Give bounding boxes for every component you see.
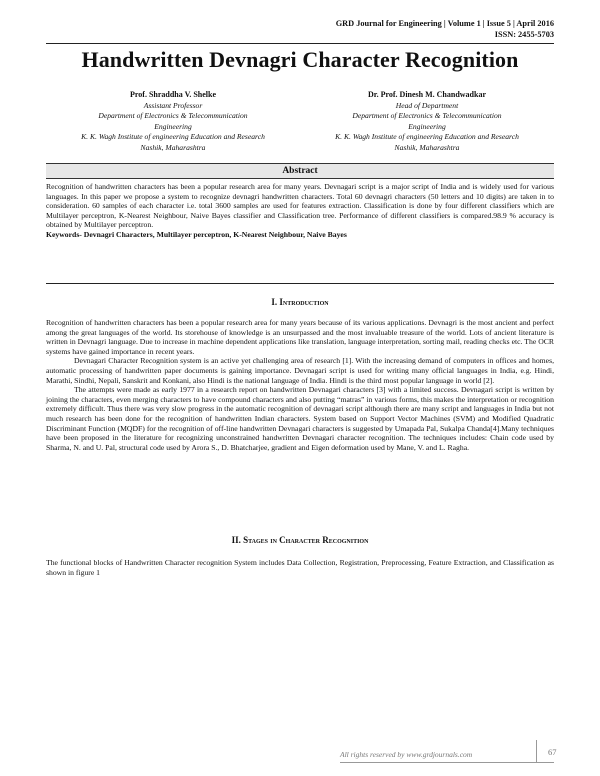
section-title: Introduction xyxy=(279,297,329,307)
journal-header xyxy=(336,18,554,40)
stages-body xyxy=(46,558,554,577)
section-number: II. xyxy=(231,535,241,545)
page-number: 67 xyxy=(548,747,557,757)
abstract-heading: Abstract xyxy=(282,166,318,176)
paragraph: Recognition of handwritten characters has been a popular research area for many years because of its various applications. Devnagri is the most ancient and perfect among the great languages of the world. Its storehouse of knowledge is an unsurpassed and the most invaluable treasure of the world. Lots of ancient literature is written in Devnagri language. Due to increase in machine dependent applications like translation, language interpretation, sorting mail, reading checks etc. The OCR systems have gained importance in recent years. xyxy=(46,318,554,356)
author-dept: Department of Electronics & Telecommunication xyxy=(98,111,248,120)
author-dept: Department of Electronics & Telecommunication xyxy=(352,111,502,120)
section-number: I. xyxy=(271,297,278,307)
header-rule xyxy=(46,43,554,44)
author-name: Prof. Shraddha V. Shelke xyxy=(129,90,217,99)
paper-title: Handwritten Devnagri Character Recognition xyxy=(81,47,519,72)
paragraph: Devnagari Character Recognition system is an active yet challenging area of research [1]. With the increasing demand of computers in offices and homes, automatic processing of handwritten paper documents is gaining importance. Devnagari script is used for writing many official languages in India, e.g. Hindi, Marathi, Sindhi, Nepali, Sanskrit and Konkani, also Hindi is the national language of India. Hindi is the third most popular language in world [2]. xyxy=(46,356,554,385)
journal-line: GRD Journal for Engineering | Volume 1 | Issue 5 | April 2016 xyxy=(335,19,554,28)
section-heading-stages xyxy=(0,535,600,545)
author-name: Dr. Prof. Dinesh M. Chandwadkar xyxy=(367,90,486,99)
author-city: Nashik, Maharashtra xyxy=(394,142,460,152)
author-position: Assistant Professor xyxy=(143,100,203,110)
section-title: Stages in Character Recognition xyxy=(243,535,369,545)
section-heading-introduction xyxy=(0,297,600,307)
page-number-divider xyxy=(536,740,537,762)
footer-rule xyxy=(340,762,554,763)
keywords: Keywords- Devnagri Characters, Multilayer perceptron, K-Nearest Neighbour, Naive Bayes xyxy=(46,229,347,239)
abstract-text: Recognition of handwritten characters has been a popular research area for many years. Devnagari script is a major script of India and is widely used for various languages. In this paper we propose a system to recognize devnagri handwritten characters. Total 60 devnagri characters (50 letters and 10 digits) are taken in to consideration. 60 samples of each character i.e. total 3600 samples are used for features extraction. Classification is done by four different classifiers which are Multilayer perceptron, K-Nearest Neighbour, Naive Bayes classifier and Classification tree. Performance of different classifiers is compared.98.9 % accuracy is obtained by Multilayer perceptron. xyxy=(46,182,554,230)
author-institute: K. K. Wagh Institute of engineering Education and Research xyxy=(335,132,519,141)
abstract-rule xyxy=(46,283,554,284)
introduction-body xyxy=(46,318,554,452)
abstract-heading-bar xyxy=(46,163,554,179)
author-position: Head of Department xyxy=(395,100,459,110)
paragraph: The attempts were made as early 1977 in a research report on handwritten Devnagari characters [3] with a limited success. Devnagari script is written by joining the characters, even merging characters to have compound characters and also putting “matras” in various forms, this makes the interpretation or recognition extremely difficult. Thus there was very slow progress in the automatic recognition of devnagari script although there are many script and languages in India but not much research has been done for the recognition of handwritten Indian characters. System based on Support Vector Machines (SVM) and Modified Quadratic Discriminant Function (MQDF) for the recognition of off-line handwritten Devnagari characters is suggested by Umapada Pal, Sukalpa Chanda[4].Many techniques have been proposed in the literature for recognizing unconstrained handwritten Devnagari character recognition. The techniques includes: Chain code used by Sharma, N. and U. Pal, structural code used by Arora S., D. Bhatcharjee, gradient and Eigen deformation used by Mane, V. and L. Ragha. xyxy=(46,385,554,452)
abstract-body xyxy=(46,182,554,240)
author-block-2 xyxy=(302,90,552,153)
paragraph: The functional blocks of Handwritten Character recognition System includes Data Collection, Registration, Preprocessing, Feature Extraction, and Classification as shown in figure 1 xyxy=(46,558,554,577)
footer-rights: All rights reserved by www.grdjournals.com xyxy=(340,750,473,759)
issn: ISSN: 2455-5703 xyxy=(494,30,554,39)
author-block-1 xyxy=(48,90,298,153)
author-city: Nashik, Maharashtra xyxy=(140,142,206,152)
author-dept-cont: Engineering xyxy=(408,121,446,131)
author-dept-cont: Engineering xyxy=(154,121,192,131)
author-institute: K. K. Wagh Institute of engineering Education and Research xyxy=(81,132,265,141)
